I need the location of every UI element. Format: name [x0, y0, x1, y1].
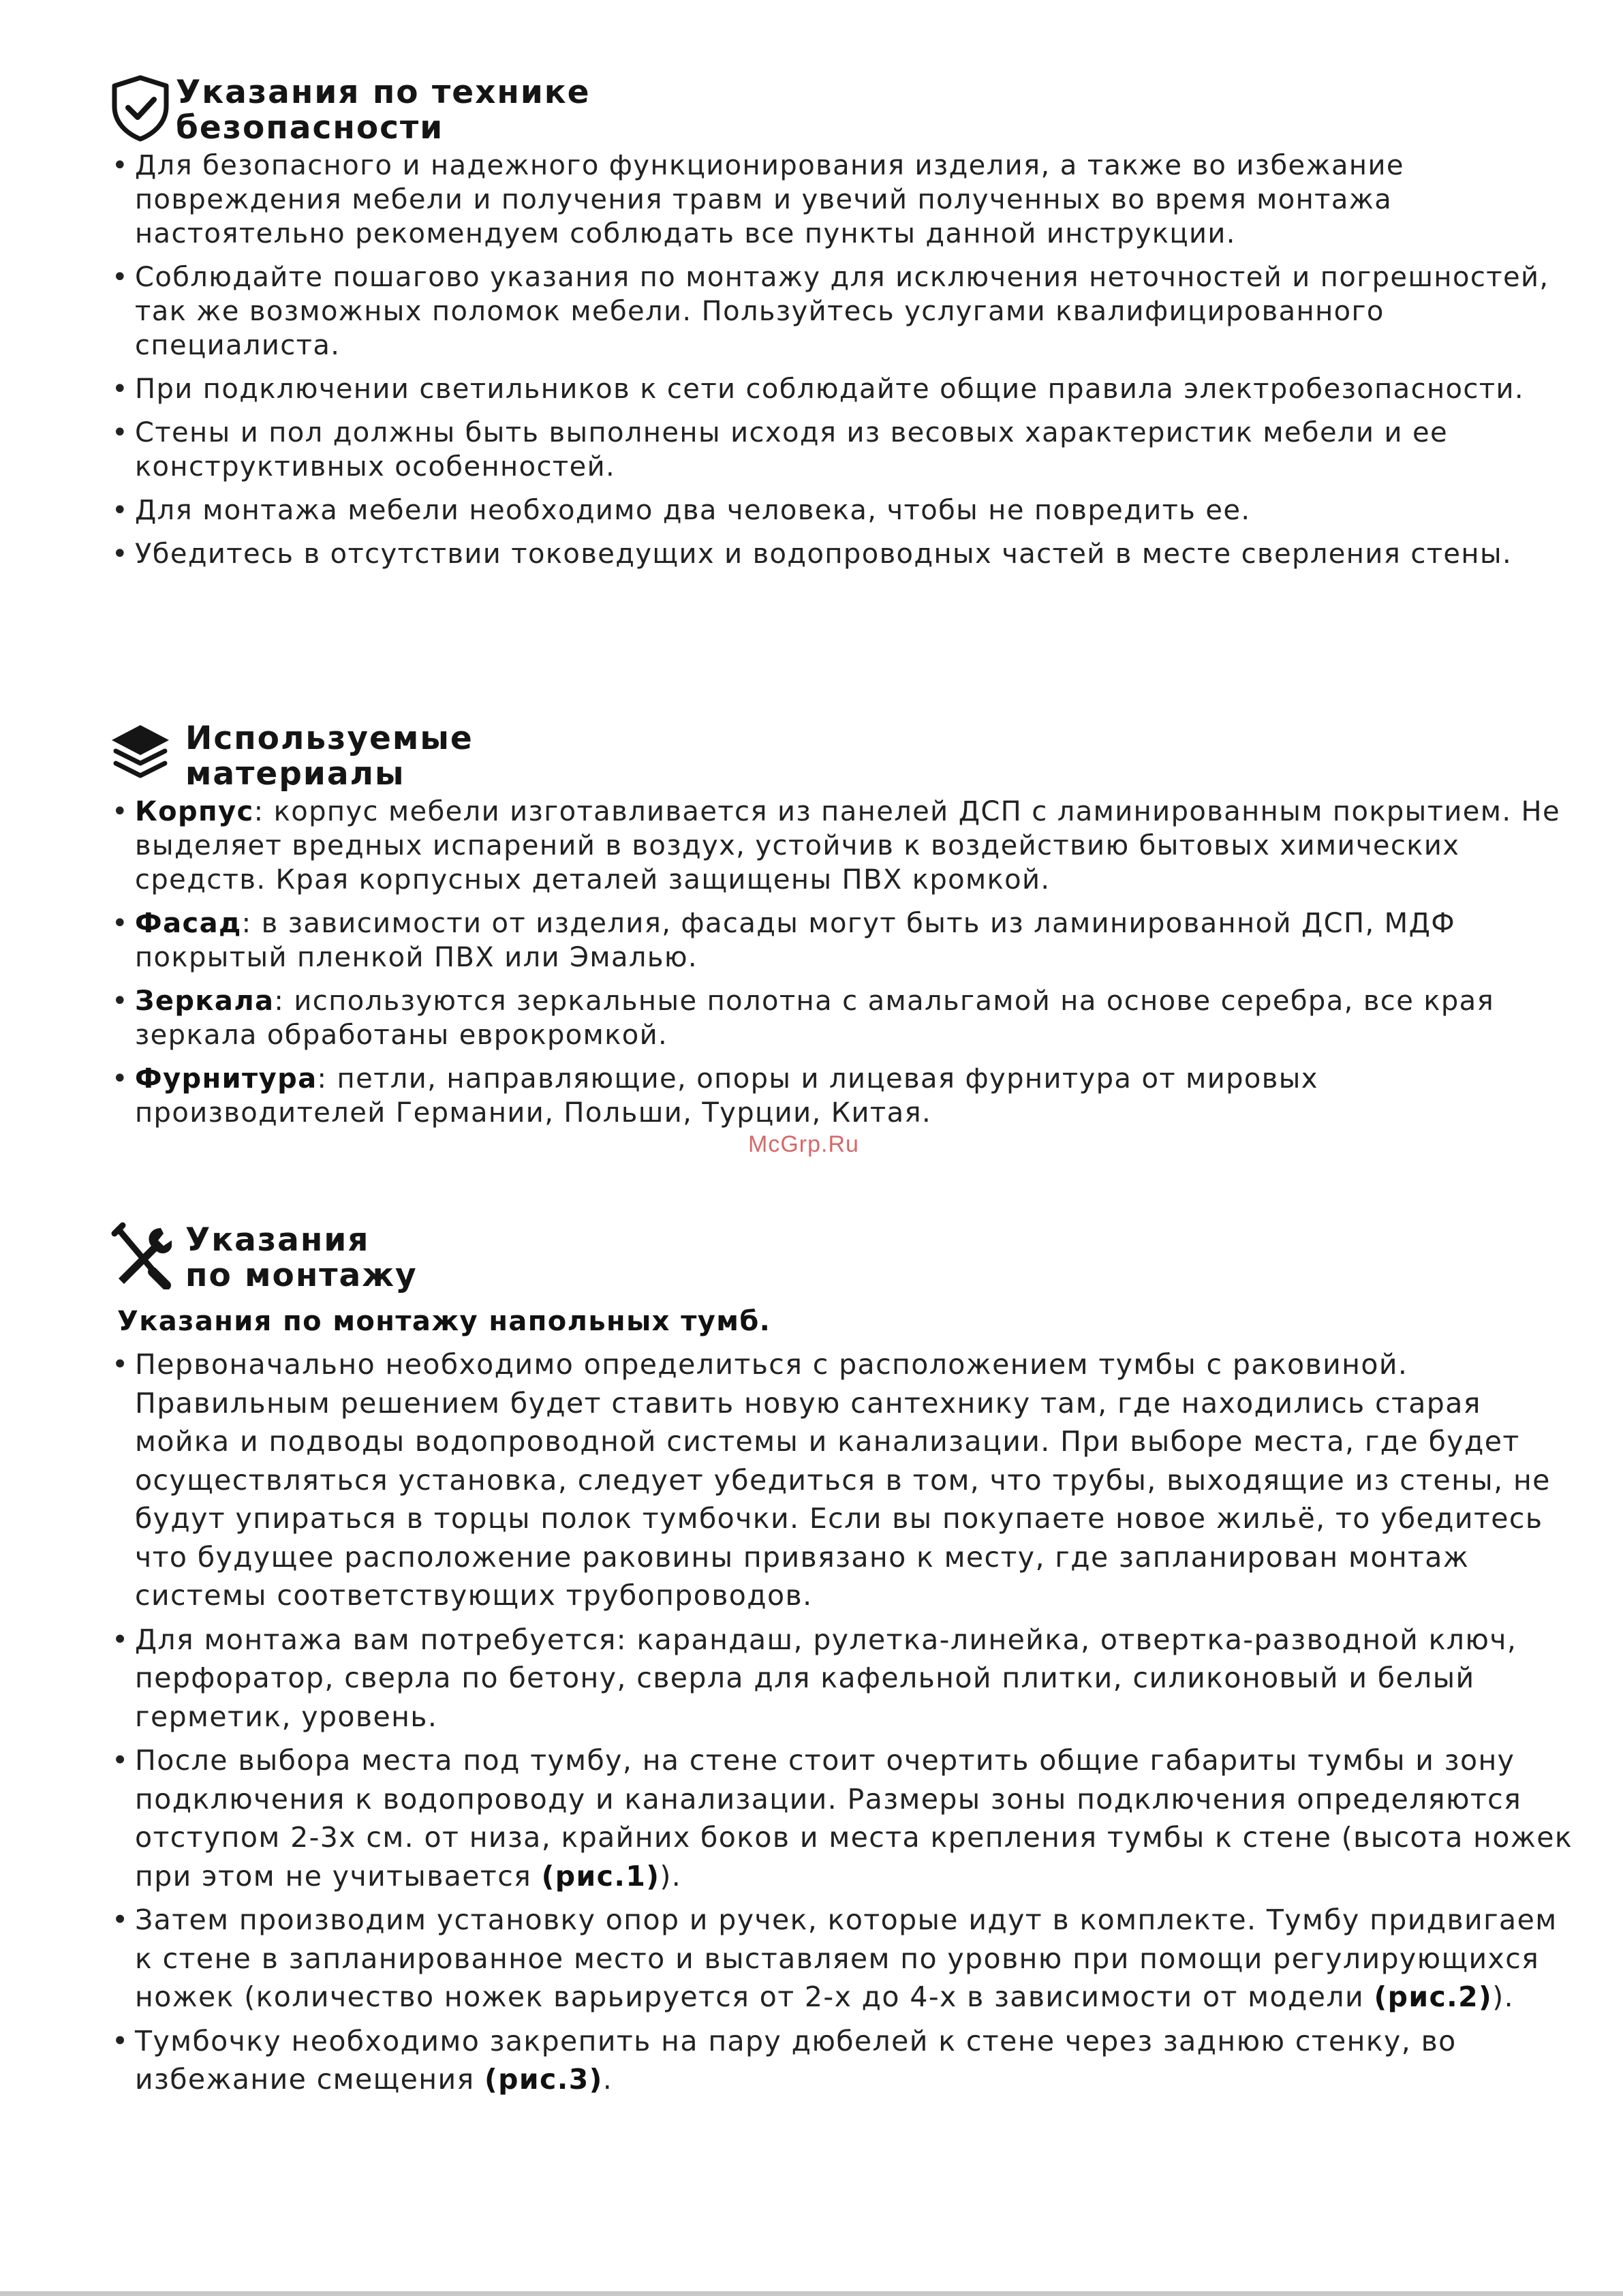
- material-text: : корпус мебели изготавливается из панелей ДСП с ламинированным покрытием. Не выделяет вредных испарений в воздух, устойчив к воздействию бытовых химических средств. Края корпусных деталей защищены ПВХ кромкой.: [135, 796, 1561, 896]
- materials-title-line1: Используемые: [185, 720, 474, 757]
- list-item: [109, 1901, 1574, 2017]
- watermark-text: McGrp.Ru: [748, 1131, 859, 1157]
- list-item: [109, 984, 1574, 1052]
- shield-check-icon: [109, 74, 172, 142]
- material-term: Зеркала: [135, 985, 275, 1017]
- mounting-title: [185, 1223, 418, 1294]
- list-item: [109, 1345, 1574, 1615]
- materials-title-line2: материалы: [185, 755, 405, 793]
- mounting-title-line2: по монтажу: [185, 1257, 418, 1294]
- list-item: • Убедитесь в отсутствии токоведущих и водопроводных частей в месте сверления стены.: [109, 537, 1574, 571]
- mounting-header: [109, 1221, 1574, 1296]
- list-item: • При подключении светильников к сети соблюдайте общие правила электробезопасности.: [109, 372, 1574, 406]
- mounting-subtitle: Указания по монтажу напольных тумб.: [117, 1306, 771, 1337]
- safety-list: [109, 149, 1574, 571]
- mounting-tail: ).: [660, 1859, 682, 1893]
- mounting-text: Для монтажа вам потребуется: карандаш, рулетка-линейка, отвертка-разводной ключ, перфоратор, сверла по бетону, сверла для кафельной плитки, силиконовый и белый герметик, уровень.: [135, 1623, 1517, 1733]
- mounting-title-line1: Указания: [185, 1221, 370, 1259]
- list-item: • Для безопасного и надежного функционирования изделия, а также во избежание повреждения мебели и получения травм и увечий полученных во время монтажа настоятельно рекомендуем соблюдать все пункты данной инструкции.: [109, 149, 1574, 251]
- safety-title-line1: Указания по технике: [176, 74, 591, 111]
- materials-header: [109, 720, 1574, 795]
- tools-icon: [109, 1221, 172, 1289]
- list-item: • Стены и пол должны быть выполнены исходя из весовых характеристик мебели и ее конструктивных особенностей.: [109, 416, 1574, 484]
- mounting-text: Тумбочку необходимо закрепить на пару дюбелей к стене через заднюю стенку, во избежание смещения: [135, 2024, 1457, 2096]
- figure-ref: (рис.2): [1374, 1980, 1493, 2013]
- mounting-text: Первоначально необходимо определиться с расположением тумбы с раковиной. Правильным решением будет ставить новую сантехнику там, где находились старая мойка и подводы водопроводной системы и канализации. При выборе места, где будет осуществляться установка, следует убедиться в том, что трубы, выходящие из стены, не будут упираться в торцы полок тумбочки. Если вы покупаете новое жильё, то убедитесь что будущее расположение раковины привязано к месту, где запланирован монтаж системы соответствующих трубопроводов.: [135, 1348, 1551, 1612]
- list-item: [109, 795, 1574, 897]
- safety-title-line2: безопасности: [176, 109, 444, 147]
- mounting-text: Затем производим установку опор и ручек, которые идут в комплекте. Тумбу придвигаем к стене в запланированное место и выставляем по уровню при помощи регулирующихся ножек (количество ножек варьируется от 2-х до 4-х в зависимости от модели: [135, 1903, 1558, 2013]
- list-item: [109, 1621, 1574, 1736]
- footer-divider: [0, 2291, 1623, 2296]
- materials-list: [109, 795, 1574, 1130]
- list-item: • Для монтажа мебели необходимо два человека, чтобы не повредить ее.: [109, 493, 1574, 527]
- material-term: Фурнитура: [135, 1063, 318, 1095]
- layers-icon: [109, 720, 172, 788]
- safety-title: [176, 75, 591, 146]
- list-item: [109, 906, 1574, 975]
- figure-ref: (рис.3): [484, 2063, 603, 2096]
- material-text: : в зависимости от изделия, фасады могут быть из ламинированной ДСП, МДФ покрытый пленкой ПВХ или Эмалью.: [135, 908, 1456, 973]
- list-item: [109, 2022, 1574, 2099]
- materials-title: [185, 721, 474, 792]
- mounting-list: [109, 1345, 1574, 2099]
- list-item: [109, 1062, 1574, 1130]
- mounting-section: [109, 1221, 1574, 2104]
- material-term: Фасад: [135, 908, 242, 939]
- materials-section: [109, 720, 1574, 1139]
- safety-header: [109, 74, 1574, 149]
- list-item: [109, 1741, 1574, 1895]
- mounting-text: После выбора места под тумбу, на стене стоит очертить общие габариты тумбы и зону подключения к водопроводу и канализации. Размеры зоны подключения определяются отступом 2-3х см. от низа, крайних боков и места крепления тумбы к стене (высота ножек при этом не учитывается: [135, 1744, 1573, 1893]
- mounting-tail: ).: [1492, 1980, 1515, 2013]
- material-term: Корпус: [135, 796, 254, 827]
- mounting-tail: .: [602, 2063, 613, 2096]
- safety-section: [109, 74, 1574, 581]
- figure-ref: (рис.1): [541, 1859, 660, 1893]
- material-text: : используются зеркальные полотна с амальгамой на основе серебра, все края зеркала обработаны еврокромкой.: [135, 985, 1495, 1051]
- material-text: : петли, направляющие, опоры и лицевая фурнитура от мировых производителей Германии, Польши, Турции, Китая.: [135, 1063, 1318, 1129]
- list-item: • Соблюдайте пошагово указания по монтажу для исключения неточностей и погрешностей, так же возможных поломок мебели. Пользуйтесь услугами квалифицированного специалиста.: [109, 260, 1574, 363]
